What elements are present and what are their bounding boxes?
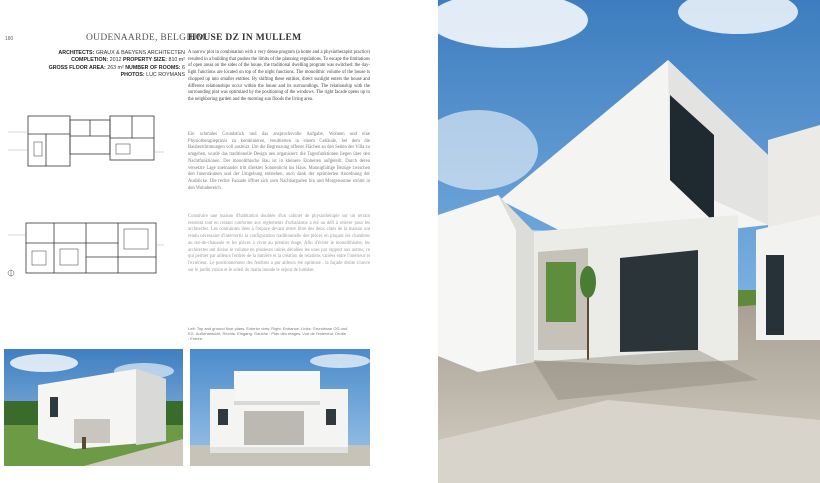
credit-completion-property: COMPLETION: 2012 PROPERTY SIZE: 810 m²: [71, 57, 185, 64]
project-location: OUDENAARDE, BELGIUM: [86, 33, 206, 43]
image-caption: Left: Top and ground floor plans. Exterior view. Right: Entrance. Links: Grundrisse OG und EG. Außenansicht. Rechts: Eingang. Gauche : Plan des étages. Vue de l'extérieur. Droite : Entrée.: [188, 326, 348, 342]
facade-photo: [190, 349, 370, 466]
description-french: Construire une maison d'habitation doublée d'un cabinet de physiothérapie sur un terrain restreint tout en restant conforme aux règlements d'urbanisme a été un défi à relever pour les architectes. Les contraintes liées à l'espace devant rester libre des deux côtés de la maison ont rendu nécessaire d'intervertir la configuration traditionnelle des pièces en plaçant les chambres au rez-de-chaussée et les pièces à vivre au premier étage. Afin d'éviter le monolithisme, les architectes ont divisé le volume en plusieurs unités décalées les unes par rapport aux autres, ce qui permet par ailleurs l'entrée de la lumière et la création de relations variées entre l'intérieur et l'extérieur. Le positionnement des fenêtres a par ailleurs été optimisé : la façade droite s'ouvre sur le jardin voisin et le soleil du matin inonde le séjour de lumière.: [188, 214, 370, 273]
page-number: 180: [5, 36, 14, 42]
project-title: HOUSE DZ IN MULLEM: [188, 33, 302, 43]
top-floor-plan: [6, 112, 166, 170]
credit-photos: PHOTOS: LUC ROYMANS: [120, 72, 185, 79]
credit-floor-rooms: GROSS FLOOR AREA: 263 m² NUMBER OF ROOMS: 6: [48, 64, 185, 71]
ground-floor-plan: [6, 217, 166, 279]
project-credits: [40, 50, 185, 80]
entrance-photo: [438, 0, 820, 483]
exterior-photo: [4, 349, 183, 466]
credit-architects: ARCHITECTS: GRAUX & BAEYENS ARCHITECTEN: [58, 50, 185, 56]
description-german: Ein schmales Grundstück und das anspruchsvolle Aufgabe, Wohnen und eine Physiotherapiepraxis zu kombinieren, resultierten in einem Gebäude, bei dem die Bauberstimmungen voll ausreizt. Um die Begrenzung offener Flächen an den Seiten der Villa zu umgehen, wurde das traditionelle Design neu organisiert: die Tagesfunktionen liegen über den Nachtfunktionen. Der monolithische Bau ist in kleinere Einheiten aufgeteilt. Durch deren versetzte Lage zueinander tritt direktes Sonnenlicht ins Haus. Mannigfaltige Bezüge zwischen den Innenräumen und der Umgebung entstehen, auch dank der optimierten Anordnung der Ausblicke. Die rechte Fassade öffnet sich zum Nachbargarten hin und Morgensonne strömt in den Wohnbereich.: [188, 132, 370, 191]
description-english: A narrow plot in combination with a very dense program (a home and a physiotherapist practice) resulted in a building that pushes the limits of the planning regulations. To escape the limitations of open areas on the sides of the house, the traditional dwelling program was switched: the day-light functions are located on top of the night functions. The monolithic volume of the house is chopped up into smaller entities. By shifting these entities, direct sunlight enters the house and different relationships occur within the house and its surroundings. The relationship with the surrounding plot was optimized by the positioning of the windows. The right facade opens up to the neighboring garden and the morning sun floods the living area.: [188, 50, 370, 102]
